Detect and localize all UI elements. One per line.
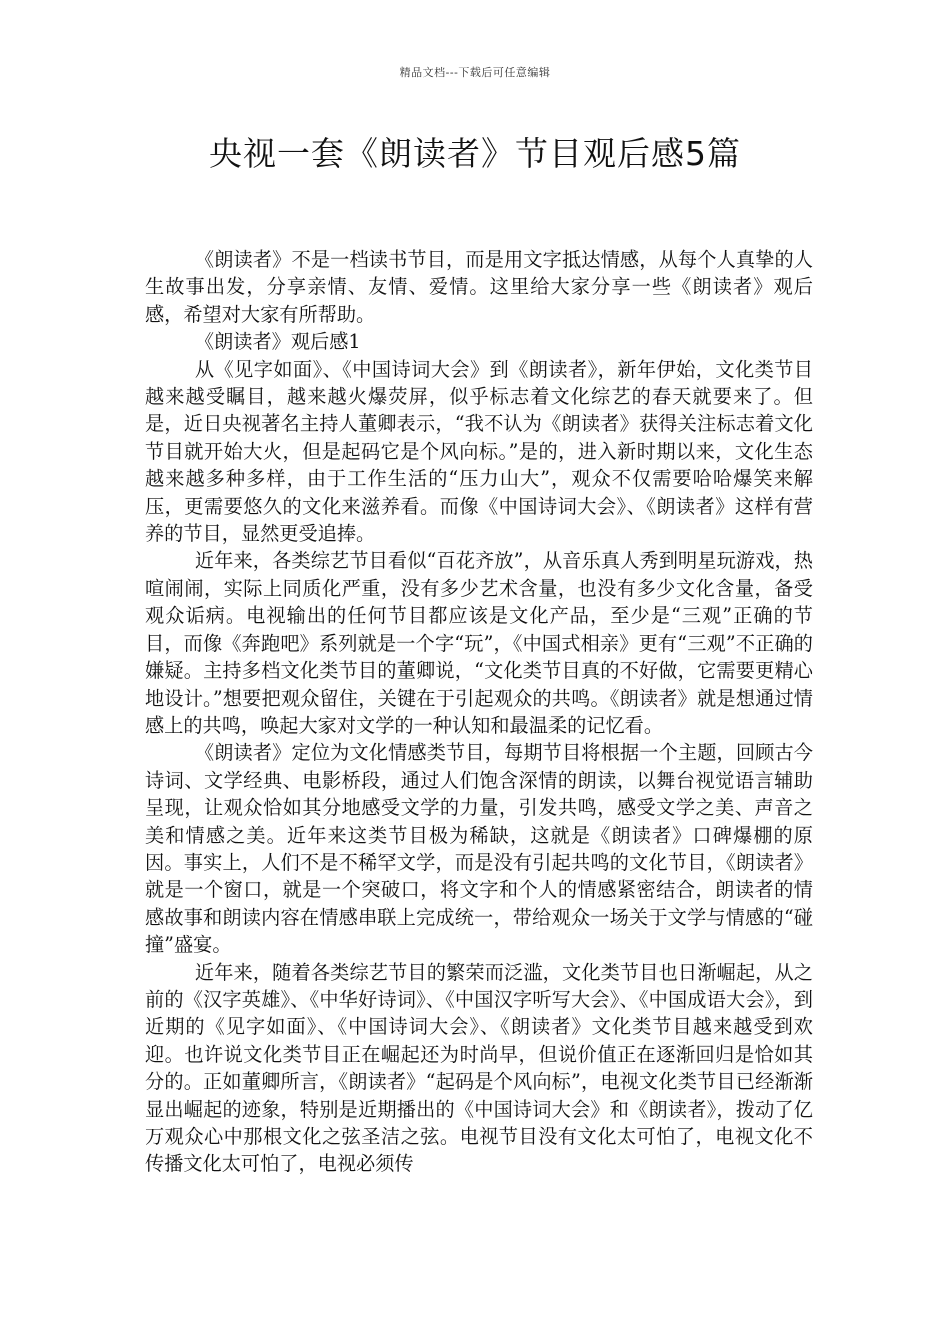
body-paragraph: 近年来，随着各类综艺节目的繁荣而泛滥，文化类节目也日渐崛起，从之前的《汉字英雄》、《中华好诗词》、《中国汉字听写大会》、《中国成语大会》，到近期的《见字如面》、《中国诗词大会》、《朗读者》文化类节目越来越受到欢迎。也许说文化类节目正在崛起还为时尚早，但说价值正在逐渐回归是恰如其分的。正如董卿所言，《朗读者》“起码是个风向标”，电视文化类节目已经渐渐显出崛起的迹象，特别是近期播出的《中国诗词大会》和《朗读者》，拨动了亿万观众心中那根文化之弦圣洁之弦。电视节目没有文化太可怕了，电视文化不传播文化太可怕了，电视必须传 bbox=[145, 960, 813, 1176]
header-note: 精品文档---下载后可任意编辑 bbox=[399, 66, 551, 79]
document-title: 央视一套《朗读者》节目观后感5篇 bbox=[209, 134, 741, 173]
body-paragraph: 《朗读者》定位为文化情感类节目，每期节目将根据一个主题，回顾古今诗词、文学经典、电影桥段，通过人们饱含深情的朗读，以舞台视觉语言辅助呈现，让观众恰如其分地感受文学的力量，引发共鸣，感受文学之美、声音之美和情感之美。近年来这类节目极为稀缺，这就是《朗读者》口碑爆棚的原因。事实上，人们不是不稀罕文学，而是没有引起共鸣的文化节目，《朗读者》就是一个窗口，就是一个突破口，将文字和个人的情感紧密结合，朗读者的情感故事和朗读内容在情感串联上完成统一，带给观众一场关于文学与情感的“碰撞”盛宴。 bbox=[145, 741, 813, 957]
intro-paragraph: 《朗读者》不是一档读书节目，而是用文字抵达情感，从每个人真挚的人生故事出发，分享亲情、友情、爱情。这里给大家分享一些《朗读者》观后感，希望对大家有所帮助。 bbox=[145, 248, 813, 326]
body-paragraph: 从《见字如面》、《中国诗词大会》到《朗读者》，新年伊始，文化类节目越来越受瞩目，越来越火爆荧屏，似乎标志着文化综艺的春天就要来了。但是，近日央视著名主持人董卿表示，“我不认为《朗读者》获得关注标志着文化节目就开始大火，但是起码它是个风向标。”是的，进入新时期以来，文化生态越来越多种多样，由于工作生活的“压力山大”，观众不仅需要哈哈爆笑来解压，更需要悠久的文化来滋养看。而像《中国诗词大会》、《朗读者》这样有营养的节目，显然更受追捧。 bbox=[145, 357, 813, 546]
body-paragraph: 近年来，各类综艺节目看似“百花齐放”，从音乐真人秀到明星玩游戏，热喧闹闹，实际上同质化严重，没有多少艺术含量，也没有多少文化含量，备受观众诟病。电视输出的任何节目都应该是文化产品，至少是“三观”正确的节目，而像《奔跑吧》系列就是一个字“玩”，《中国式相亲》更有“三观”不正确的嫌疑。主持多档文化类节目的董卿说，“文化类节目真的不好做，它需要更精心地设计。”想要把观众留住，关键在于引起观众的共鸣。《朗读者》就是想通过情感上的共鸣，唤起大家对文学的一种认知和最温柔的记忆看。 bbox=[145, 549, 813, 737]
document-body bbox=[145, 246, 813, 1178]
section-heading: 《朗读者》观后感1 bbox=[194, 330, 361, 354]
